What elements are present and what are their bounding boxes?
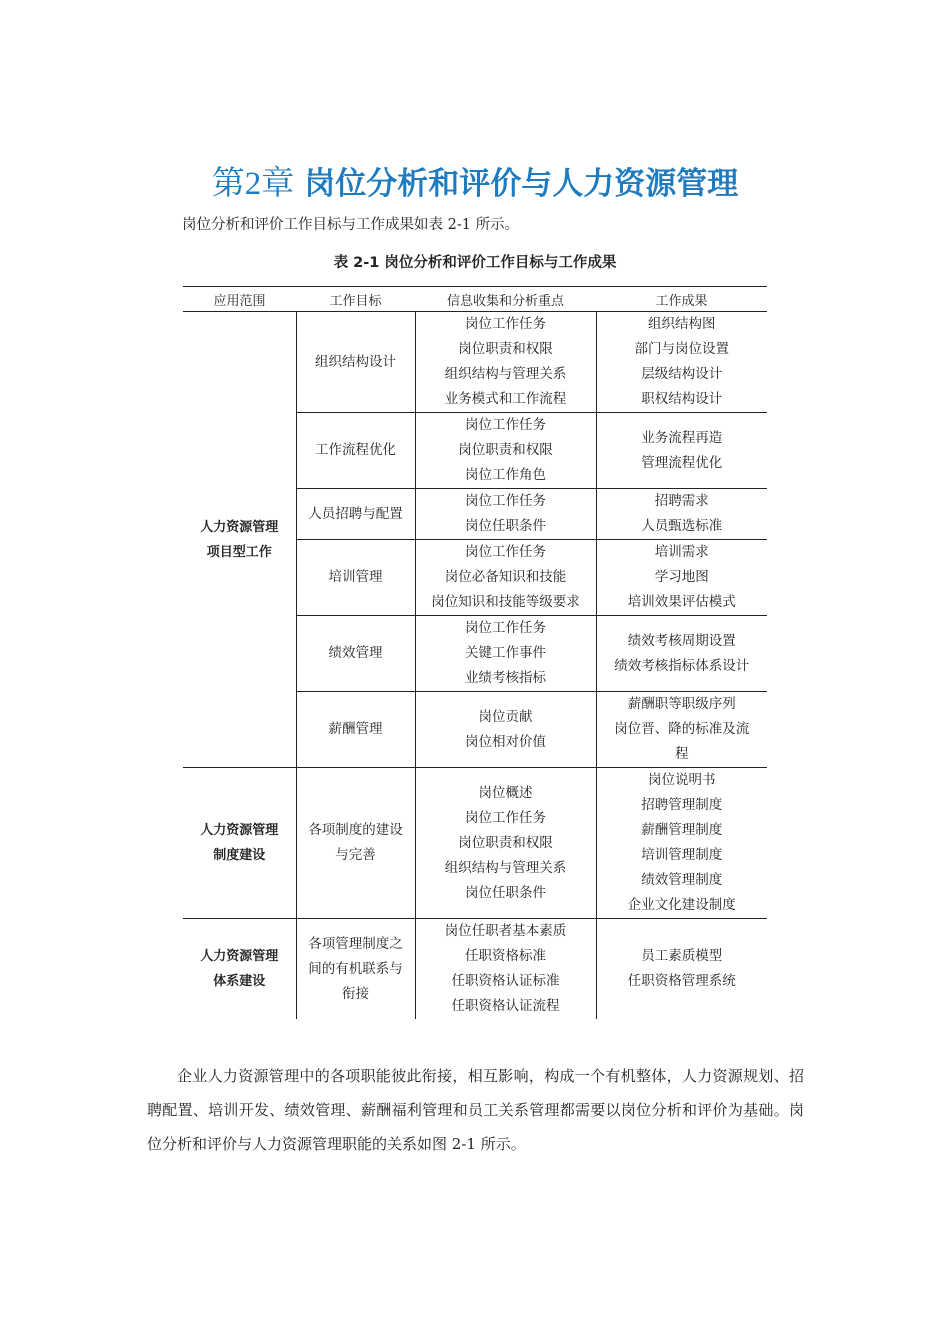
- result-item: 绩效考核周期设置: [627, 632, 736, 649]
- result-cell: [596, 540, 767, 616]
- result-item: 职权结构设计: [641, 391, 723, 407]
- result-item: 招聘管理制度: [641, 797, 723, 813]
- result-item: 培训管理制度: [641, 847, 723, 863]
- scope-line: 体系建设: [213, 974, 266, 989]
- focus-cell: [415, 616, 596, 692]
- result-cell: [596, 489, 767, 540]
- focus-item: 关键工作事件: [465, 645, 546, 661]
- result-item: 学习地图: [654, 569, 709, 585]
- focus-cell: [415, 413, 596, 489]
- result-item: 层级结构设计: [641, 366, 723, 382]
- goal-cell: 工作流程优化: [296, 413, 415, 489]
- goal-cell: [296, 768, 415, 919]
- focus-item: 业务模式和工作流程: [444, 391, 567, 407]
- result-item: 绩效考核指标体系设计: [614, 657, 750, 674]
- scope-line: 人力资源管理: [200, 823, 279, 838]
- scope-cell: [183, 768, 296, 919]
- focus-item: 业绩考核指标: [465, 670, 546, 686]
- goal-cell: [296, 919, 415, 1020]
- focus-item: 任职资格认证标准: [451, 973, 560, 989]
- result-item: 培训效果评估模式: [627, 594, 736, 610]
- scope-line: 项目型工作: [206, 544, 272, 560]
- result-cell: [596, 312, 767, 413]
- body-paragraph: 企业人力资源管理中的各项职能彼此衔接，相互影响，构成一个有机整体，人力资源规划、招聘配置、培训开发、绩效管理、薪酬福利管理和员工关系管理都需要以岗位分析和评价为基础。岗位分析和评价与人力资源管理职能的关系如图 2-1 所示。: [147, 1067, 804, 1153]
- chapter-title: [0, 160, 950, 207]
- result-item: 组织结构图: [648, 316, 716, 332]
- table-header-row: [183, 287, 767, 312]
- goal-line: 各项管理制度之: [308, 935, 403, 952]
- result-item: 岗位说明书: [648, 772, 716, 788]
- intro-sentence: 岗位分析和评价工作目标与工作成果如表 2-1 所示。: [182, 217, 520, 233]
- focus-item: 岗位职责和权限: [458, 341, 553, 357]
- scope-line: 人力资源管理: [200, 949, 279, 964]
- chapter-number: 第2章: [211, 166, 295, 203]
- focus-item: 岗位工作任务: [465, 417, 546, 433]
- focus-item: 岗位必备知识和技能: [444, 569, 567, 585]
- table-row: [183, 919, 767, 1020]
- result-item: 绩效管理制度: [641, 872, 723, 888]
- table-row: [183, 768, 767, 919]
- focus-item: 岗位任职者基本素质: [444, 923, 567, 939]
- result-item: 程: [675, 746, 689, 762]
- focus-item: 岗位任职条件: [465, 518, 546, 534]
- goal-line: 间的有机联系与: [308, 960, 403, 977]
- focus-item: 岗位工作任务: [465, 493, 546, 509]
- result-item: 员工素质模型: [641, 948, 723, 964]
- focus-item: 岗位工作任务: [465, 620, 546, 636]
- chapter-name: 岗位分析和评价与人力资源管理: [304, 166, 739, 203]
- focus-cell: [415, 919, 596, 1020]
- result-item: 培训需求: [654, 544, 709, 560]
- scope-line: 人力资源管理: [200, 519, 279, 535]
- goal-line: 衔接: [342, 985, 369, 1002]
- header-goal: 工作目标: [296, 287, 415, 312]
- goal-cell: 人员招聘与配置: [296, 489, 415, 540]
- focus-cell: [415, 489, 596, 540]
- goal-cell: 薪酬管理: [296, 692, 415, 768]
- table-caption: 表 2-1 岗位分析和评价工作目标与工作成果: [333, 255, 617, 271]
- focus-item: 岗位工作任务: [465, 316, 546, 332]
- focus-cell: [415, 540, 596, 616]
- focus-item: 组织结构与管理关系: [444, 366, 567, 382]
- goal-cell: 培训管理: [296, 540, 415, 616]
- result-item: 部门与岗位设置: [634, 341, 729, 357]
- focus-cell: [415, 768, 596, 919]
- focus-item: 任职资格标准: [465, 948, 546, 964]
- focus-item: 岗位工作任务: [465, 809, 546, 826]
- goal-cell: 组织结构设计: [296, 312, 415, 413]
- result-cell: [596, 768, 767, 919]
- goal-line: 与完善: [335, 847, 376, 863]
- focus-item: 岗位工作任务: [465, 544, 546, 560]
- focus-item: 岗位职责和权限: [458, 442, 553, 458]
- focus-cell: [415, 692, 596, 768]
- result-item: 薪酬管理制度: [641, 822, 723, 838]
- scope-cell: [183, 312, 296, 768]
- focus-cell: [415, 312, 596, 413]
- result-cell: [596, 616, 767, 692]
- result-item: 任职资格管理系统: [627, 973, 736, 989]
- focus-item: 岗位贡献: [478, 708, 533, 725]
- result-cell: [596, 413, 767, 489]
- goal-line: 各项制度的建设: [308, 822, 403, 838]
- result-item: 企业文化建设制度: [627, 897, 736, 913]
- table-row: [183, 312, 767, 413]
- scope-cell: [183, 919, 296, 1020]
- focus-item: 岗位职责和权限: [458, 834, 553, 851]
- result-cell: [596, 692, 767, 768]
- focus-item: 岗位任职条件: [465, 884, 546, 901]
- focus-item: 岗位知识和技能等级要求: [431, 594, 580, 610]
- focus-item: 岗位相对价值: [465, 733, 546, 750]
- goals-results-table: [183, 286, 767, 1019]
- focus-item: 岗位工作角色: [465, 467, 546, 483]
- result-item: 岗位晋、降的标准及流: [614, 721, 750, 737]
- result-item: 人员甄选标准: [641, 518, 723, 534]
- result-item: 薪酬职等职级序列: [627, 696, 736, 712]
- result-item: 业务流程再造: [641, 429, 723, 446]
- result-item: 管理流程优化: [641, 454, 723, 471]
- focus-item: 任职资格认证流程: [451, 998, 560, 1014]
- header-result: 工作成果: [596, 287, 767, 312]
- goal-cell: 绩效管理: [296, 616, 415, 692]
- result-item: 招聘需求: [654, 493, 709, 509]
- focus-item: 组织结构与管理关系: [444, 859, 567, 876]
- header-scope: 应用范围: [183, 287, 296, 312]
- result-cell: [596, 919, 767, 1020]
- header-focus: 信息收集和分析重点: [415, 287, 596, 312]
- scope-line: 制度建设: [213, 848, 266, 863]
- focus-item: 岗位概述: [478, 784, 533, 801]
